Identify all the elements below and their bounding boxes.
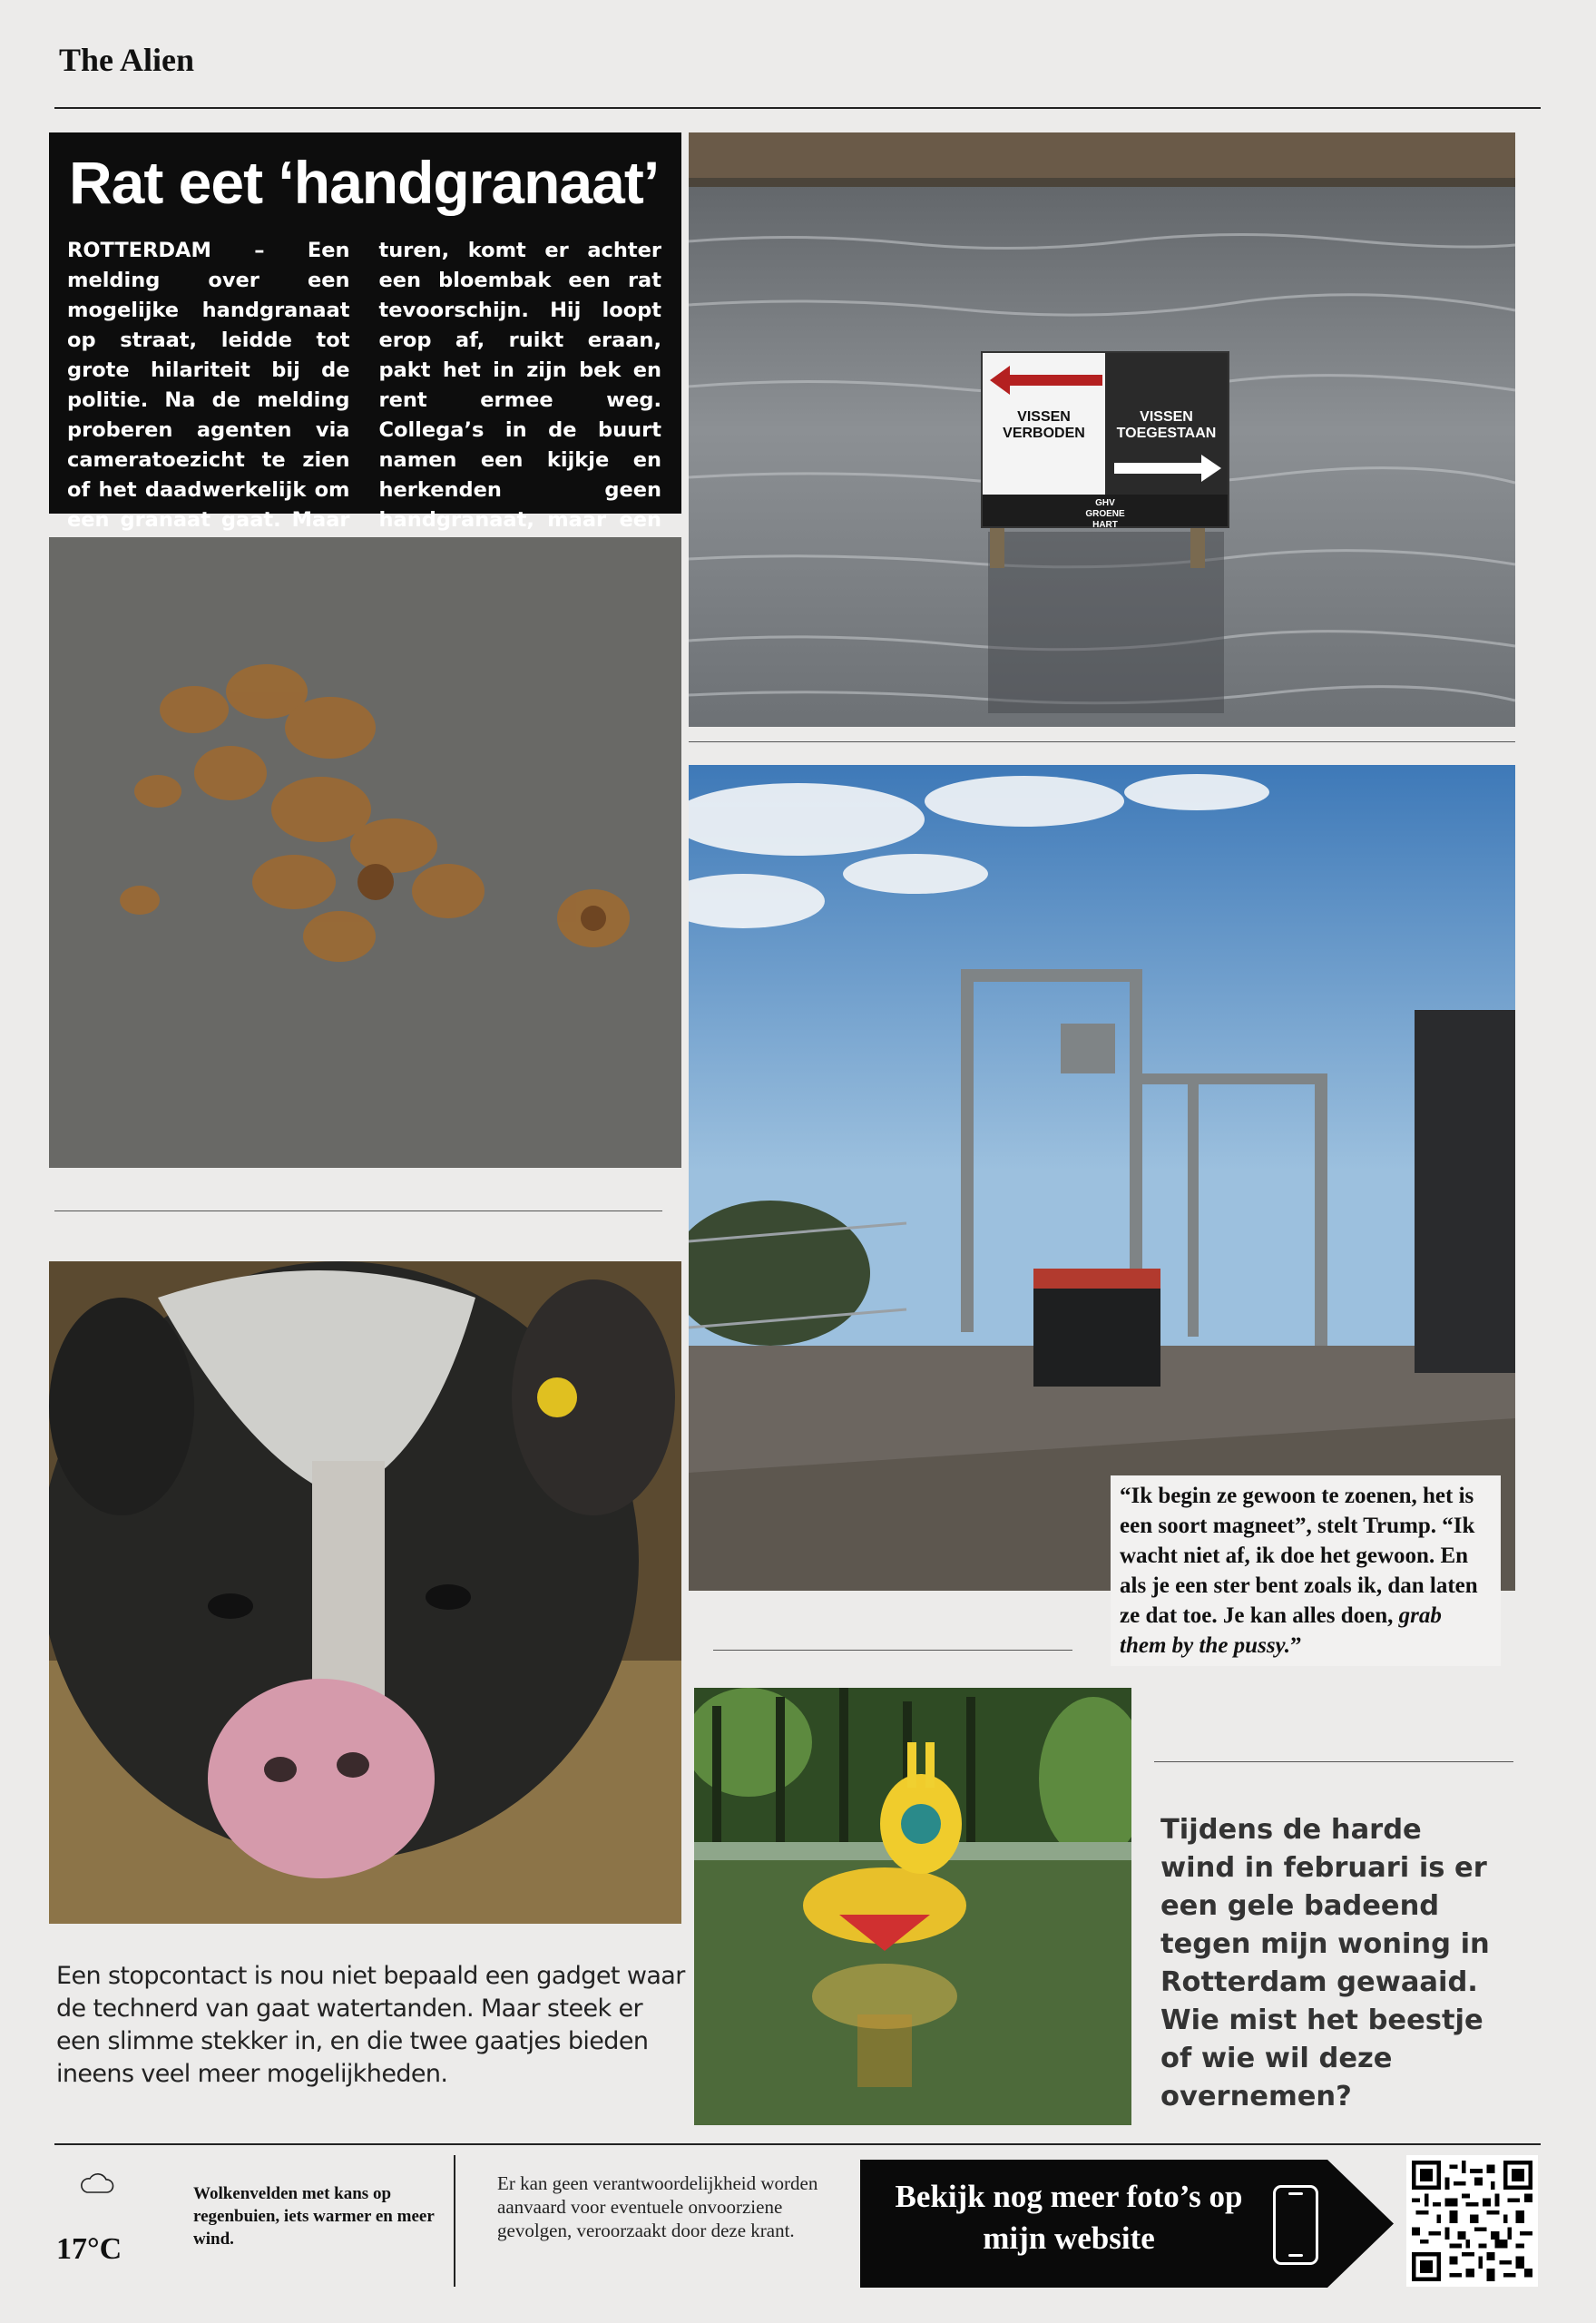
qr-code-pattern xyxy=(1412,2161,1532,2281)
cloud-icon xyxy=(80,2171,114,2194)
quote-text: “Ik begin ze gewoon te zoenen, het is een soort magneet”, stelt Trump. “Ik wacht niet af, ik doe het gewoon. En als je een ster bent zoals ik, dan laten ze dat toe. Je kan alles doen, xyxy=(1120,1484,1478,1628)
temperature: 17°C xyxy=(56,2232,122,2266)
trump-quote xyxy=(1111,1475,1501,1666)
socket-caption: Een stopcontact is nou niet bepaald een gadget waar de technerd van gaat watertanden. Maar steek er een slimme stekker in, en die twee gaatjes bieden ineens veel meer mogelijkheden. xyxy=(56,1962,685,2088)
quote-closing: ” xyxy=(1289,1633,1302,1658)
sign-left-text: VISSEN VERBODEN xyxy=(1003,409,1085,441)
sign-right-text: VISSEN TOEGESTAAN xyxy=(1116,409,1217,441)
fishing-sign xyxy=(981,351,1229,528)
weather-forecast: Wolkenvelden met kans op regenbuien, iets warmer en meer wind. xyxy=(193,2184,435,2249)
sign-logo-text: GHV GROENE HART xyxy=(983,495,1228,526)
divider-right-bottom xyxy=(1154,1761,1513,1762)
banner-text: Bekijk nog meer foto’s op mijn website xyxy=(895,2179,1243,2256)
photo-duck xyxy=(694,1688,1131,2125)
rat-body: ROTTERDAM – Een melding over een mogelijke handgranaat op straat, leidde tot grote hilariteit bij de politie. Na de melding proberen agenten via cameratoezicht te zien of het daadwerkelijk om een granaat gaat. Maar turen, komt er achter een bloembak een rat tevoorschijn. Hij loopt erop af, ruikt eraan, pakt het in zijn bek en rent ermee weg. Collega’s in de buurt namen een kijkje en herkenden geen handgranaat, maar een xyxy=(67,239,661,532)
phone-icon xyxy=(1273,2185,1318,2265)
qr-code[interactable] xyxy=(1406,2155,1538,2287)
rat-headline: Rat eet ‘handgranaat’ xyxy=(69,149,660,216)
quote-emphasis: grab them by the pussy. xyxy=(1120,1603,1442,1658)
sign-right-panel xyxy=(1105,353,1228,498)
photo-crane xyxy=(689,765,1515,1591)
sign-left-panel xyxy=(983,353,1105,498)
disclaimer: Er kan geen verantwoordelijkheid worden aanvaard voor eventuele onvoorziene gevolgen, veroorzaakt door deze krant. xyxy=(497,2172,818,2241)
footer-rule xyxy=(54,2143,1541,2145)
arrow-left-icon xyxy=(990,362,1102,398)
rat-article xyxy=(49,132,681,532)
website-banner[interactable] xyxy=(860,2160,1394,2288)
masthead-title: The Alien xyxy=(59,42,195,78)
footer-separator xyxy=(454,2155,455,2287)
arrow-right-icon xyxy=(1114,451,1221,485)
photo-pig xyxy=(49,1261,681,1924)
divider-right-top xyxy=(689,741,1515,742)
photo-leaves xyxy=(49,537,681,1168)
masthead-rule xyxy=(54,107,1541,109)
divider-mid xyxy=(713,1650,1072,1651)
duck-article: Tijdens de harde wind in februari is er een gele badeend tegen mijn woning in Rotterdam gewaaid. Wie mist het beestje of wie wil deze overnemen? xyxy=(1160,1814,1490,2112)
